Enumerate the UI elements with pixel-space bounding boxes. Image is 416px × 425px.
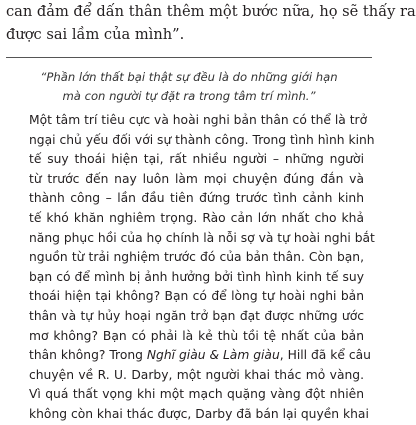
body-line: nguồn từ trải nghiệm trước đó của bản thân. Còn bạn, (29, 250, 364, 265)
body-line: thoái hiện tại không? Bạn có để lòng tự hoài nghi bản (29, 289, 364, 304)
body-line: thành công – lần đầu tiên đứng trước tình cảnh kinh (29, 191, 364, 206)
body-line: chuyện về R. U. Darby, một người khai thác mỏ vàng. (29, 367, 364, 382)
body-line: bạn có để mình bị ảnh hưởng bởi tình hình kinh tế suy (29, 269, 364, 284)
body-line: tế khó khăn nghiêm trọng. Rào cản lớn nhất cho khả (29, 210, 364, 225)
top-paragraph-line: được sai lầm của mình”. (6, 26, 185, 43)
body-line: ngại chủ yếu đối với sự thành công. Trong tình hình kinh (29, 132, 375, 147)
pull-quote-line: “Phần lớn thất bại thật sự đều là do những giới hạn (40, 70, 338, 84)
body-line-prefix: thân không? Trong (29, 348, 147, 363)
body-line-suffix: , Hill đã kể câu (279, 348, 371, 363)
pull-quote (0, 68, 378, 106)
body-line: năng phục hồi của họ chính là nỗi sợ và tự hoài nghi bắt (29, 230, 375, 245)
section-divider (6, 57, 372, 58)
book-title: Nghĩ giàu & Làm giàu (146, 348, 280, 363)
body-paragraph (29, 111, 375, 425)
body-line: thân và tự hủy hoại ngăn trở bạn đạt được những ước (29, 308, 364, 323)
body-line: tế suy thoái hiện tại, rất nhiều người – những người (29, 152, 364, 167)
body-line: mơ không? Bạn có phải là kẻ thù tồi tệ nhất của bản (29, 328, 364, 343)
top-paragraph (6, 0, 416, 46)
body-line-with-book-title (29, 346, 371, 366)
body-line: từ trước đến nay luôn làm mọi chuyện đúng đắn và (29, 171, 364, 186)
body-line: Vì quá thất vọng khi một mạch quặng vàng đột nhiên (29, 387, 364, 402)
pull-quote-line: mà con người tự đặt ra trong tâm trí mình.” (62, 89, 316, 103)
body-line: Một tâm trí tiêu cực và hoài nghi bản thân có thể là trở (29, 113, 368, 127)
body-line: không còn khai thác được, Darby đã bán lại quyền khai (29, 406, 369, 421)
top-paragraph-line: can đảm để dấn thân thêm một bước nữa, họ sẽ thấy ra (6, 3, 416, 20)
